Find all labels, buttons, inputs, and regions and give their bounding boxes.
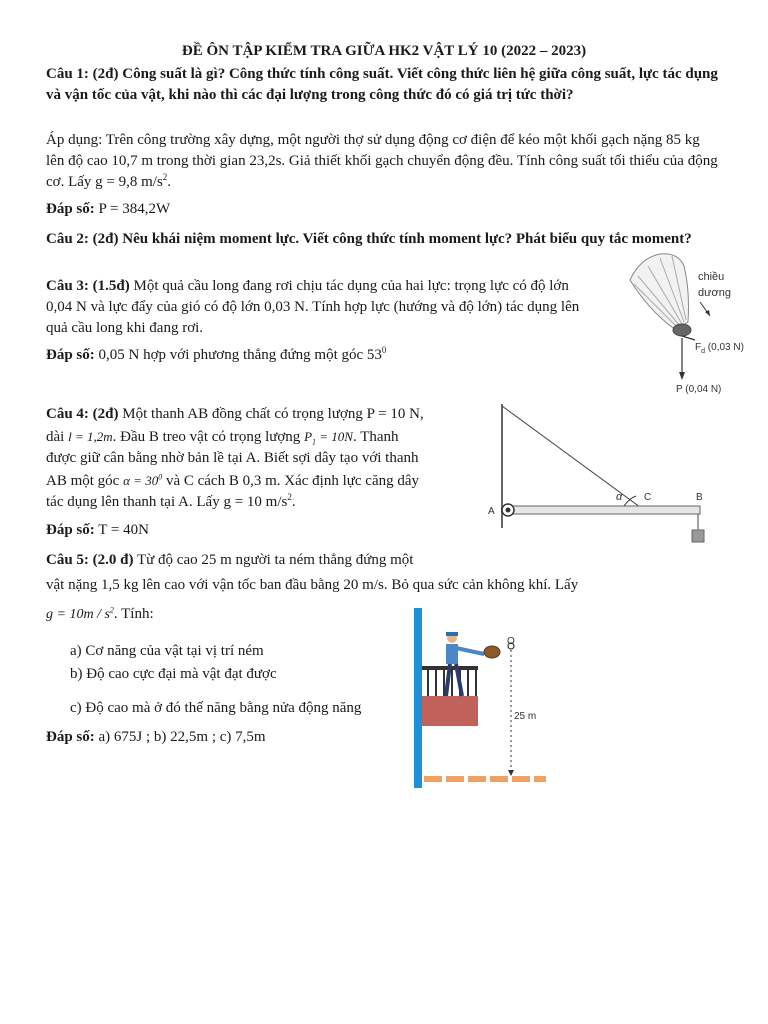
- direction-label-1: chiều: [698, 271, 725, 283]
- question-5-answer: [46, 727, 266, 748]
- rope: [502, 406, 644, 510]
- answer-value: T = 40N: [98, 522, 149, 538]
- formula-gravity: $g = 10m / s^2$: [46, 605, 114, 622]
- question-5-item-c: c) Độ cao mà ở đó thế năng bằng nửa động năng: [70, 700, 362, 716]
- angle-arc: [624, 496, 636, 506]
- question-5-label: Câu 5:: [46, 552, 89, 568]
- height-label: 25 m: [514, 711, 537, 722]
- railing-bars: [428, 670, 476, 696]
- ground: [424, 776, 546, 782]
- hanging-weight: [692, 530, 704, 542]
- fd-arrow: [682, 336, 695, 340]
- question-4-label: Câu 4:: [46, 406, 89, 422]
- question-5-line-1: [46, 550, 486, 571]
- answer-label: Đáp số:: [46, 201, 95, 217]
- alpha-label: α: [616, 491, 623, 503]
- question-1-label: Câu 1:: [46, 66, 89, 82]
- question-3-label: Câu 3:: [46, 278, 89, 294]
- exponent: 2: [287, 492, 292, 502]
- fd-label: $F_d$ (0,03 N): [695, 342, 744, 355]
- question-1-answer: [46, 199, 170, 220]
- question-5-item-a: a) Cơ năng của vật tại vị trí ném: [70, 643, 264, 659]
- question-1-text: (2đ) Công suất là gì? Công thức tính công suất. Viết công thức liên hệ giữa công suất, lực tác dụng và vận tốc của vật, khi nào thì các đại lượng trong công thức đó có giá trị tức thời?: [46, 66, 718, 103]
- text: dài: [46, 429, 65, 445]
- question-5-score: (2.0 đ): [92, 552, 134, 568]
- text: AB một góc: [46, 473, 120, 489]
- question-4-line-4: [46, 470, 486, 492]
- degree-exponent: 0: [381, 345, 387, 355]
- question-5-text: Từ độ cao 25 m người ta ném thẳng đứng một: [137, 552, 414, 568]
- rod-figure: [484, 400, 724, 550]
- weight-label: P (0,04 N): [676, 384, 722, 395]
- question-4-line-3: [46, 448, 486, 469]
- question-3-text: Một quả cầu long đang rơi chịu tác dụng của hai lực: trọng lực có độ lớn 0,04 N và lực đẩy của gió có độ lớn 0,03 N. Tính hợp lực (hướng và độ lớn) tác dụng lên quả cầu long khi đang rơi.: [46, 278, 580, 336]
- origin-label: O: [507, 636, 515, 647]
- height-arrowhead: [508, 770, 514, 776]
- question-2-text: (2đ) Nêu khái niệm moment lực. Viết công thức tính moment lực? Phát biểu quy tắc moment?: [92, 231, 692, 247]
- weight-arrowhead: [679, 372, 685, 380]
- question-2-label: Câu 2:: [46, 231, 89, 247]
- hinge-pin: [506, 508, 511, 513]
- question-1: [46, 64, 718, 106]
- text: được giữ cân bằng nhờ bản lề tại A. Biết sợi dây tạo với thanh: [46, 450, 419, 466]
- rod-ab: [506, 506, 700, 514]
- direction-label-2: dương: [698, 287, 731, 299]
- question-5-line-3: [46, 604, 154, 625]
- formula-weight: $P_1 = 10N$: [304, 429, 353, 447]
- b-label: B: [696, 492, 703, 503]
- formula-angle: $\alpha = 30^0$: [123, 472, 163, 488]
- exponent: 2: [162, 172, 168, 182]
- question-3-answer: [46, 345, 386, 366]
- answer-label: Đáp số:: [46, 522, 95, 538]
- answer-value: a) 675J ; b) 22,5m ; c) 7,5m: [98, 729, 266, 745]
- text: . Tính:: [113, 606, 154, 622]
- text: . Đầu B treo vật có trọng lượng: [112, 429, 301, 445]
- formula-length: l = 1,2m: [68, 429, 113, 444]
- shuttlecock-icon: [630, 254, 691, 336]
- question-5-item-b: b) Độ cao cực đại mà vật đạt được: [70, 666, 277, 682]
- c-label: C: [644, 492, 652, 503]
- building-wall: [414, 608, 422, 788]
- text: vật nặng 1,5 kg lên cao với vận tốc ban đầu bằng 20 m/s. Bỏ qua sức cản không khí. Lấy: [46, 577, 579, 593]
- question-4-score: (2đ): [92, 406, 119, 422]
- page-title: ĐỀ ÔN TẬP KIỂM TRA GIỮA HK2 VẬT LÝ 10 (2022 – 2023): [181, 43, 587, 59]
- question-1-application: [46, 130, 721, 193]
- a-label: A: [488, 506, 495, 517]
- question-3: [46, 276, 586, 339]
- question-4-line-1: [46, 404, 486, 425]
- punctuation: .: [167, 174, 172, 190]
- answer-label: Đáp số:: [46, 347, 95, 363]
- question-1-application-text: Áp dụng: Trên công trường xây dựng, một người thợ sử dụng động cơ điện để kéo một khối gạch nặng 85 kg lên độ cao 10,7 m trong thời gian 23,2s. Giả thiết khối gạch chuyển động đều. Tính công suất tối thiểu của động cơ. Lấy g = 9,8 m/s: [46, 132, 718, 190]
- text: tác dụng lên thanh tại A. Lấy g = 10 m/s: [46, 494, 288, 510]
- question-4-answer: [46, 520, 149, 541]
- shuttlecock-figure: [600, 250, 760, 400]
- punctuation: .: [291, 494, 296, 510]
- answer-value: P = 384,2W: [98, 201, 171, 217]
- question-4-text: Một thanh AB đồng chất có trọng lượng P = 10 N,: [122, 406, 424, 422]
- question-5-line-2: [46, 575, 721, 596]
- answer-label: Đáp số:: [46, 729, 95, 745]
- text: . Thanh: [352, 429, 399, 445]
- question-3-score: (1.5đ): [92, 278, 130, 294]
- question-2: [46, 229, 718, 250]
- stone-icon: [484, 646, 500, 658]
- question-4-line-5: [46, 492, 486, 513]
- balcony-base: [422, 696, 478, 726]
- balcony-figure: [408, 606, 558, 790]
- text: và C cách B 0,3 m. Xác định lực căng dây: [165, 473, 420, 489]
- answer-value: 0,05 N hợp với phương thẳng đứng một góc 53: [98, 347, 382, 363]
